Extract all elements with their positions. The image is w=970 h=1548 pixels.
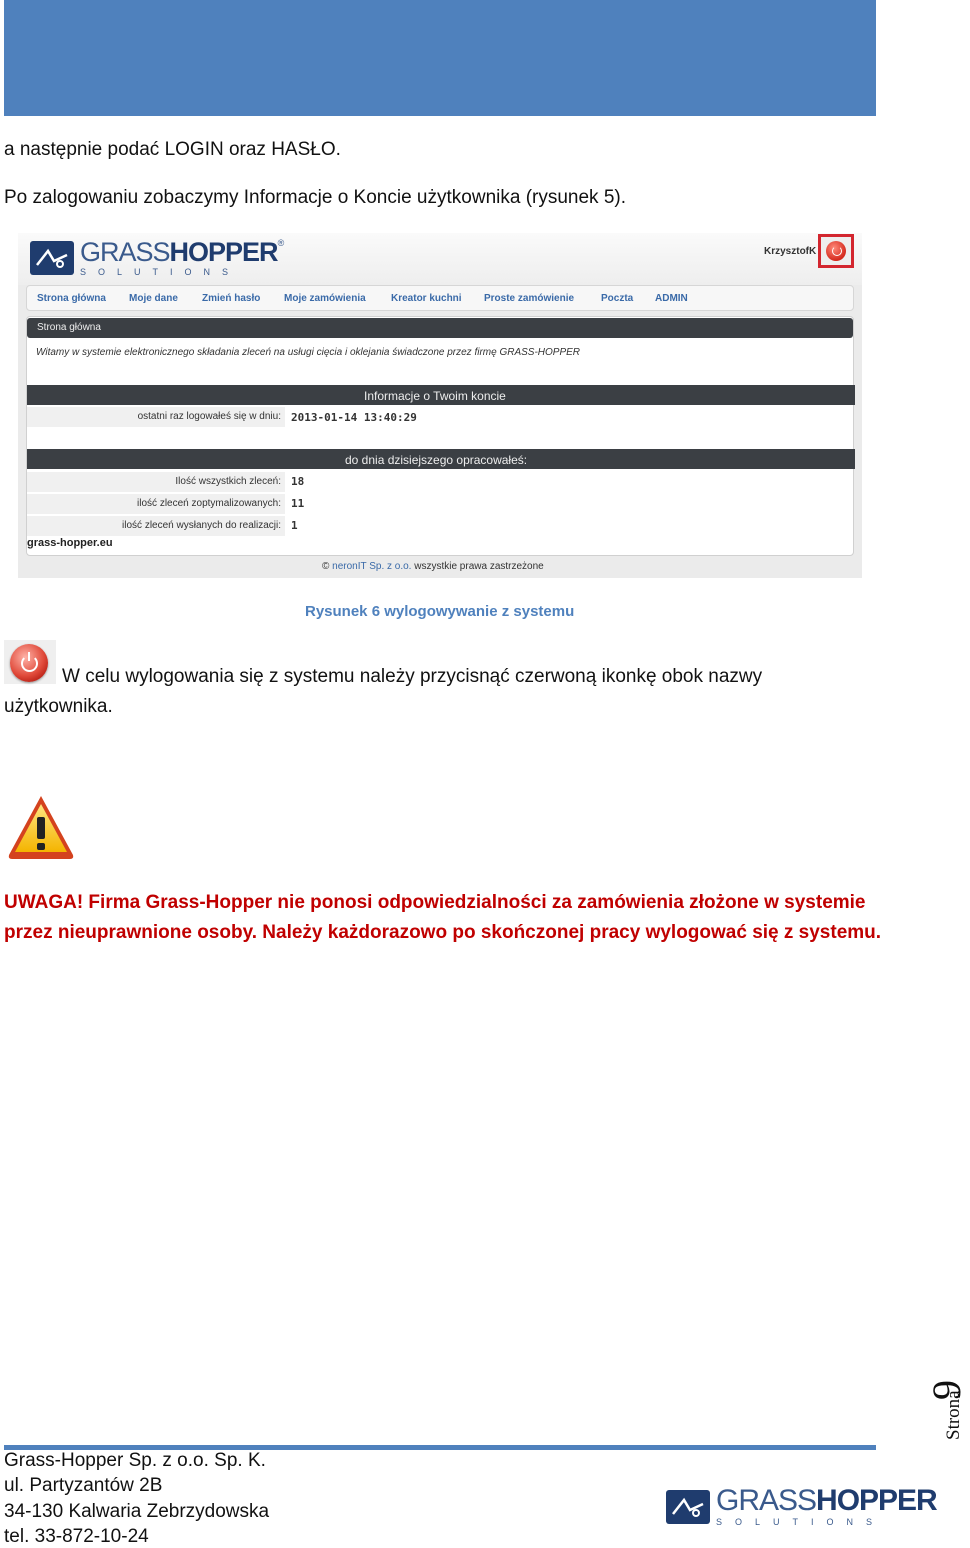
footer-rights: wszystkie prawa zastrzeżone <box>414 561 544 572</box>
user-name: KrzysztofK <box>764 246 817 257</box>
nav-item-admin[interactable]: ADMIN <box>655 293 688 304</box>
account-header-label: Informacje o Twoim koncie <box>364 389 506 403</box>
nav-item-home[interactable]: Strona główna <box>37 293 106 304</box>
address-phone: tel. 33-872-10-24 <box>4 1526 149 1547</box>
app-screenshot <box>18 233 862 578</box>
breadcrumb-label: Strona główna <box>37 322 101 333</box>
grasshopper-footer-logo-icon <box>666 1490 710 1524</box>
nav-item-my-orders[interactable]: Moje zamówienia <box>284 293 366 304</box>
stat-value-all: 18 <box>291 475 305 488</box>
main-panel <box>26 316 854 556</box>
grasshopper-logo-icon <box>30 241 74 275</box>
nav-item-simple-order[interactable]: Proste zamówienie <box>484 293 575 304</box>
logo-word-light: GRASS <box>80 237 170 267</box>
warning-line-1: UWAGA! Firma Grass-Hopper nie ponosi odpowiedzialności za zamówienia złożone w systemie <box>4 892 866 913</box>
stats-header-label: do dnia dzisiejszego opracowałeś: <box>345 453 528 467</box>
nav-item-mail[interactable]: Poczta <box>601 293 634 304</box>
last-login-value: 2013-01-14 13:40:29 <box>291 411 417 424</box>
stats-header <box>27 449 855 469</box>
stat-value-sent: 1 <box>291 519 298 532</box>
header-bar <box>4 0 876 116</box>
page-digit: 9 <box>924 1380 969 1400</box>
page-number <box>900 1360 969 1440</box>
footer-logo-sub: SOLUTIONS <box>716 1517 886 1527</box>
nav-item-kitchen-creator[interactable]: Kreator kuchni <box>391 293 462 304</box>
logo-reg: ® <box>277 238 284 248</box>
nav-item-my-data[interactable]: Moje dane <box>129 293 178 304</box>
stat-value-optimized: 11 <box>291 497 305 510</box>
address-company: Grass-Hopper Sp. z o.o. Sp. K. <box>4 1450 266 1471</box>
warning-icon <box>6 793 76 866</box>
stat-label-optimized: ilość zleceń zoptymalizowanych: <box>27 494 285 514</box>
address-street: ul. Partyzantów 2B <box>4 1475 163 1496</box>
app-nav <box>26 285 854 311</box>
app-logo <box>30 239 283 277</box>
footer-company: neronIT Sp. z o.o. <box>332 561 412 572</box>
power-icon-large <box>4 640 56 684</box>
last-login-label: ostatni raz logowałeś się w dniu: <box>27 407 285 427</box>
logout-text-line-1: W celu wylogowania się z systemu należy przycisnąć czerwoną ikonkę obok nazwy <box>62 666 763 687</box>
logout-button[interactable] <box>818 234 854 268</box>
figure-caption: Rysunek 6 wylogowywanie z systemu <box>305 603 575 620</box>
logo-word-bold: HOPPER <box>169 237 278 267</box>
stat-label-all: Ilość wszystkich zleceń: <box>27 472 285 492</box>
app-footer <box>322 561 544 572</box>
account-header <box>27 385 855 405</box>
logout-text-line-2: użytkownika. <box>4 696 113 717</box>
logo-sub: SOLUTIONS <box>80 267 241 277</box>
intro-line-1: a następnie podać LOGIN oraz HASŁO. <box>4 139 341 160</box>
breadcrumb <box>27 318 853 338</box>
page-word: Strona <box>943 1390 964 1440</box>
copyright-icon: © <box>322 561 330 572</box>
nav-item-change-password[interactable]: Zmień hasło <box>202 293 261 304</box>
footer-logo <box>666 1486 937 1527</box>
intro-line-2: Po zalogowaniu zobaczymy Informacje o Koncie użytkownika (rysunek 5). <box>4 187 627 208</box>
footer-logo-word-bold: HOPPER <box>816 1484 937 1517</box>
stat-label-sent: ilość zleceń wysłanych do realizacji: <box>27 516 285 536</box>
app-topbar <box>18 233 862 285</box>
footer-logo-word-light: GRASS <box>716 1484 817 1517</box>
address-city: 34-130 Kalwaria Zebrzydowska <box>4 1501 270 1522</box>
power-icon <box>826 241 846 261</box>
welcome-text: Witamy w systemie elektronicznego składania zleceń na usługi cięcia i oklejania świadczone przez firmę GRASS-HOPPER <box>36 347 581 358</box>
site-url: grass-hopper.eu <box>27 537 113 549</box>
warning-line-2: przez nieuprawnione osoby. Należy każdorazowo po skończonej pracy wylogować się z systemu. <box>4 922 882 943</box>
